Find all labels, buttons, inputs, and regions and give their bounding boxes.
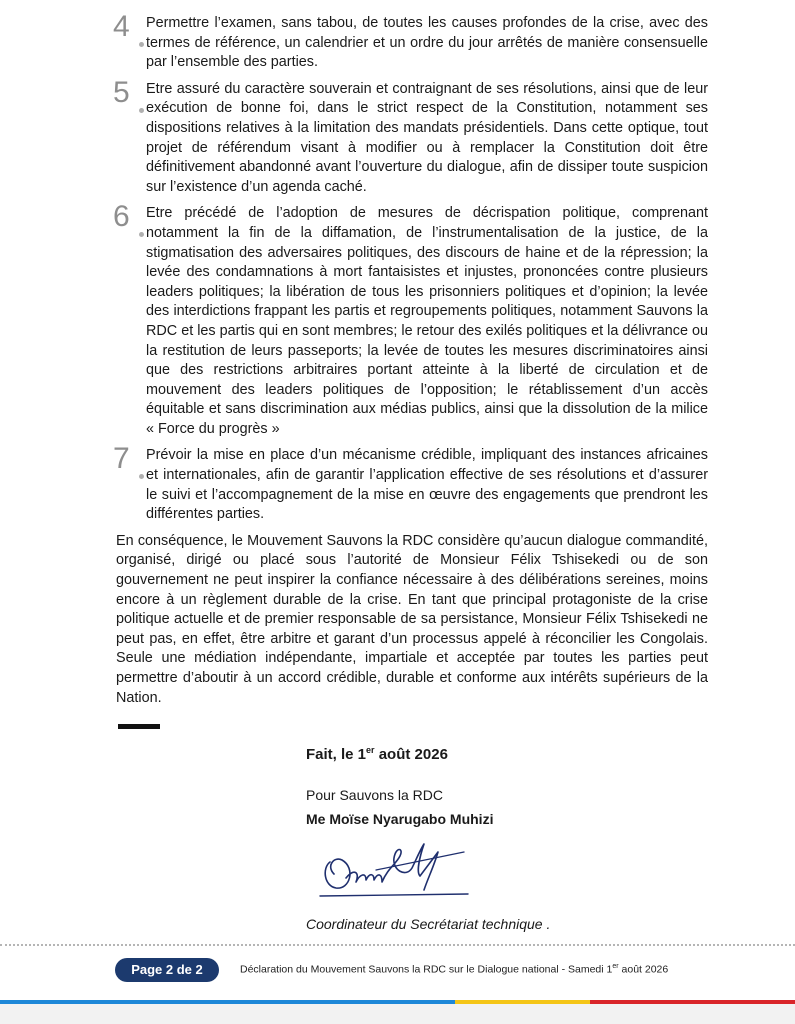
item-number: 4	[113, 10, 130, 43]
footer-caption: Déclaration du Mouvement Sauvons la RDC sur le Dialogue national - Samedi 1er août 2026	[240, 963, 669, 976]
signer-name: Me Moïse Nyarugabo Muhizi	[306, 811, 494, 827]
signer-role: Coordinateur du Secrétariat technique .	[306, 916, 551, 932]
item-text: Etre assuré du caractère souverain et contraignant de ses résolutions, ainsi que de leur exécution de bonne foi, dans le strict respect de la Constitution, notamment ses dispositions relatives à la limitation des mandats présidentiels. Dans cette optique, tout projet de référendum visant à modifier ou à remplacer la Constitution doit être définitivement abandonné avant l’ouverture du dialogue, afin de dissiper toute suspicion sur l’existence d’un agenda caché.	[146, 80, 708, 195]
bullet-dot	[139, 42, 144, 47]
item-text: Etre précédé de l’adoption de mesures de décrispation politique, comprenant notamment la fin de la diffamation, de l’instrumentalisation de la justice, de la stigmatisation des adversaires politiques, des discours de haine et de la répression; la levée des condamnations à mort fantaisistes et injustes, prononcées contre plusieurs leaders politiques; la libération de tous les prisonniers politiques et d’opinion; la levée des interdictions frappant les partis et regroupements politiques, notamment Sauvons la RDC et les partis qui en sont membres; le retour des exilés politiques et la délivrance ou la restitution de leurs passeports; la levée de toutes les mesures discriminatoires ainsi que des restrictions arbitraires portant atteinte à la liberté de circulation et de mouvement des leaders politiques de l’opposition; le rétablissement d’un accès équitable et sans discrimination aux médias publics, ainsi que la dissolution de la milice « Force du progrès »	[146, 205, 708, 437]
item-number: 6	[113, 200, 130, 234]
bottom-margin	[0, 1004, 795, 1024]
bullet-dot	[139, 232, 144, 237]
on-behalf-line: Pour Sauvons la RDC	[306, 787, 443, 803]
item-number: 7	[113, 442, 130, 476]
item-number: 5	[113, 75, 130, 109]
handwritten-signature	[316, 838, 476, 908]
closing-block	[306, 745, 626, 827]
list-item	[113, 75, 708, 198]
list-item	[113, 200, 708, 439]
item-text: Permettre l’examen, sans tabou, de toutes les causes profondes de la crise, avec des termes de référence, un calendrier et un ordre du jour arrêtés de manière consensuelle par l’ensemble des parties.	[146, 15, 708, 71]
page-indicator: Page 2 de 2	[115, 958, 219, 982]
section-divider	[118, 724, 160, 729]
footer-separator	[0, 944, 795, 946]
document-body	[113, 10, 708, 708]
conclusion-paragraph: En conséquence, le Mouvement Sauvons la RDC considère qu’aucun dialogue commandité, organisé, dirigé ou placé sous l’autorité de Monsieur Félix Tshisekedi ou de son gouvernement ne peut inspirer la confiance nécessaire à des délibérations sereines, moins encore à un règlement durable de la crise. En tant que principal protagoniste de la crise politique actuelle et de premier responsable de sa persistance, Monsieur Félix Tshisekedi ne peut pas, en effet, être arbitre et garant d’un processus appelé à réconcilier les Congolais. Seule une médiation indépendante, impartiale et acceptée par toutes les parties peut permettre d’aboutir à un accord crédible, durable et conforme aux intérêts supérieurs de la Nation.	[116, 532, 708, 706]
bullet-dot	[139, 108, 144, 113]
list-item	[113, 442, 708, 524]
list-item	[113, 10, 708, 73]
bullet-dot	[139, 474, 144, 479]
item-text: Prévoir la mise en place d’un mécanisme crédible, impliquant des instances africaines et internationales, afin de garantir l’application effective de ses résolutions et d’assurer le suivi et l’accompagnement de la mise en œuvre des engagements que prendront les différentes parties.	[146, 447, 708, 523]
date-line: Fait, le 1er août 2026	[306, 745, 448, 763]
